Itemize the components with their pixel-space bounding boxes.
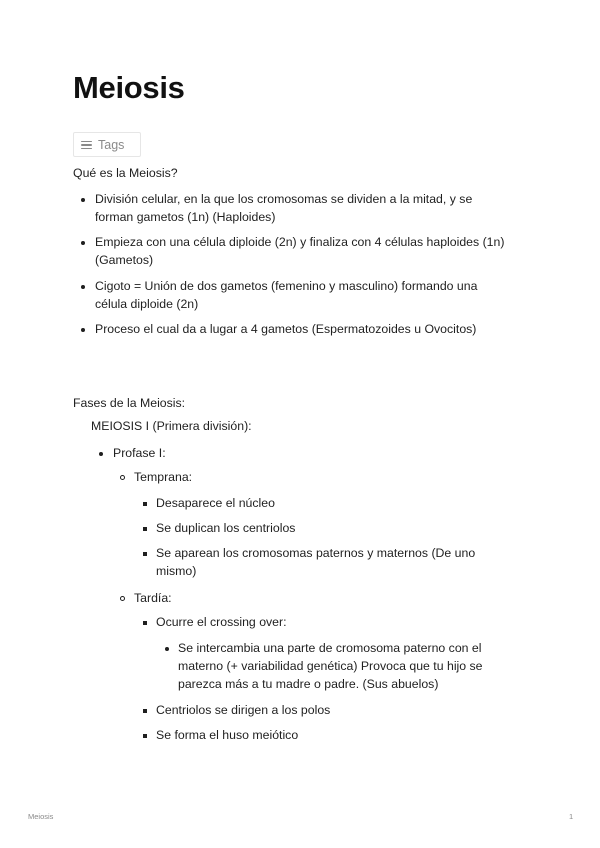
bullet-icon [81,285,85,289]
section-heading: Fases de la Meiosis: [73,396,186,410]
list-item: División celular, en la que los cromosomas se dividen a la mitad, y se [95,192,473,206]
list-item: Centriolos se dirigen a los polos [156,703,331,717]
square-bullet-icon [143,502,147,506]
list-item: Tardía: [134,591,172,605]
circle-bullet-icon [120,596,125,601]
tags-property[interactable] [73,132,141,157]
list-item-cont: célula diploide (2n) [95,297,199,311]
circle-bullet-icon [120,475,125,480]
list-item: Se duplican los centriolos [156,521,296,535]
list-item: Desaparece el núcleo [156,496,275,510]
list-item-cont: parezca más a tu madre o padre. (Sus abuelos) [178,677,439,691]
list-item: Proceso el cual da a lugar a 4 gametos (Espermatozoides u Ovocitos) [95,322,477,336]
square-bullet-icon [143,709,147,713]
list-icon [81,140,92,150]
list-item: Temprana: [134,470,193,484]
question-text: Qué es la Meiosis? [73,166,178,180]
list-item: Cigoto = Unión de dos gametos (femenino y masculino) formando una [95,279,478,293]
list-item: Ocurre el crossing over: [156,615,287,629]
bullet-icon [81,241,85,245]
bullet-icon [81,198,85,202]
list-item-cont: materno (+ variabilidad genética) Provoca que tu hijo se [178,659,483,673]
tags-label: Tags [98,137,125,152]
square-bullet-icon [143,734,147,738]
square-bullet-icon [143,621,147,625]
list-item: Se aparean los cromosomas paternos y maternos (De uno [156,546,476,560]
list-item-cont: (Gametos) [95,253,154,267]
footer-doc-name: Meiosis [28,812,54,821]
page-title: Meiosis [73,70,185,105]
list-item: Empieza con una célula diploide (2n) y finaliza con 4 células haploides (1n) [95,235,505,249]
bullet-icon [81,328,85,332]
bullet-icon [99,452,103,456]
square-bullet-icon [143,552,147,556]
subsection-heading: MEIOSIS I (Primera división): [91,419,252,433]
list-item: Se forma el huso meiótico [156,728,299,742]
list-item: Se intercambia una parte de cromosoma paterno con el [178,641,482,655]
bullet-icon [165,647,169,651]
square-bullet-icon [143,527,147,531]
list-item: Profase I: [113,446,166,460]
footer-page-number: 1 [569,812,574,821]
list-item-cont: forman gametos (1n) (Haploides) [95,210,276,224]
list-item-cont: mismo) [156,564,197,578]
